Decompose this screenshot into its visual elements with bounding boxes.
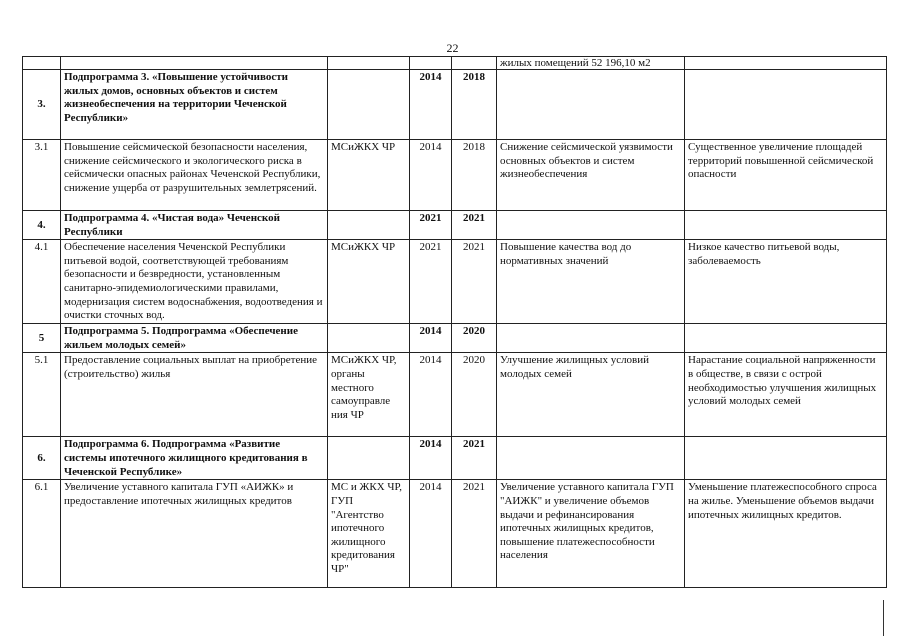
table-row-3-1 [23,140,887,211]
cell-title [61,57,328,70]
cell-end-year: 2018 [452,70,497,140]
cell-end-year: 2020 [452,353,497,437]
cell-executor [328,324,410,353]
cell-title: Подпрограмма 4. «Чистая вода» Чеченской Республики [61,211,328,240]
cell-start-year: 2021 [410,211,452,240]
cell-consequence: Уменьшение платежеспособного спроса на жилье. Уменьшение объемов выдачи ипотечных жилищных кредитов. [685,480,887,588]
cell-result: Улучшение жилищных условий молодых семей [497,353,685,437]
cell-start-year: 2014 [410,70,452,140]
cell-num: 3. [23,70,61,140]
cell-result: Снижение сейсмической уязвимости основных объектов и систем жизнеобеспечения [497,140,685,211]
cell-start-year: 2014 [410,324,452,353]
cell-start-year: 2014 [410,353,452,437]
cell-result [497,437,685,480]
cell-consequence [685,57,887,70]
cell-executor: МСиЖКХ ЧР, органы местного самоуправле ния ЧР [328,353,410,437]
cell-num: 6. [23,437,61,480]
cell-num: 3.1 [23,140,61,211]
cell-title: Предоставление социальных выплат на приобретение (строительство) жилья [61,353,328,437]
cell-end-year: 2021 [452,211,497,240]
cell-consequence [685,437,887,480]
table-row-subprogram-5 [23,324,887,353]
cell-title: Подпрограмма 5. Подпрограмма «Обеспечение жильем молодых семей» [61,324,328,353]
cell-result [497,211,685,240]
cell-executor: МС и ЖКХ ЧР, ГУП "Агентство ипотечного жилищного кредитования ЧР" [328,480,410,588]
cell-title: Обеспечение населения Чеченской Республики питьевой водой, соответствующей требованиям безопасности и безвредности, установленным санитарно-эпидемиологическими правилами, модернизация систем водоснабжения, водоотведения и очистки сточных вод. [61,240,328,324]
cell-consequence [685,70,887,140]
cell-executor: МСиЖКХ ЧР [328,140,410,211]
table-row-subprogram-4 [23,211,887,240]
cell-result: Повышение качества вод до нормативных значений [497,240,685,324]
cell-consequence: Нарастание социальной напряженности в обществе, в связи с острой необходимостью улучшения жилищных условий молодых семей [685,353,887,437]
cell-result-fragment: жилых помещений 52 196,10 м2 [497,57,685,70]
cell-end-year: 2021 [452,240,497,324]
cell-executor [328,57,410,70]
cell-num: 4.1 [23,240,61,324]
cell-executor [328,437,410,480]
table-row-5-1 [23,353,887,437]
table-row-continuation [23,57,887,70]
cell-start-year: 2014 [410,140,452,211]
cell-num: 6.1 [23,480,61,588]
cell-title: Повышение сейсмической безопасности населения, снижение сейсмического и экологического риска в сейсмически опасных районах Чеченской Республики, снижение ущерба от разрушительных землетрясений. [61,140,328,211]
cell-executor [328,211,410,240]
cell-end-year: 2021 [452,480,497,588]
table-row-subprogram-3 [23,70,887,140]
cell-end [452,57,497,70]
cell-end-year: 2018 [452,140,497,211]
cell-title: Подпрограмма 3. «Повышение устойчивости жилых домов, основных объектов и систем жизнеобеспечения на территории Чеченской Республики» [61,70,328,140]
cell-title: Увеличение уставного капитала ГУП «АИЖК» и предоставление ипотечных жилищных кредитов [61,480,328,588]
cell-start-year: 2021 [410,240,452,324]
cell-consequence [685,211,887,240]
cell-start-year: 2014 [410,437,452,480]
table-row-subprogram-6 [23,437,887,480]
cell-num: 5.1 [23,353,61,437]
cell-executor [328,70,410,140]
cell-end-year: 2021 [452,437,497,480]
cell-start-year: 2014 [410,480,452,588]
cell-title: Подпрограмма 6. Подпрограмма «Развитие системы ипотечного жилищного кредитования в Чеченской Республике» [61,437,328,480]
program-table [22,56,887,588]
table-row-4-1 [23,240,887,324]
cell-result: Увеличение уставного капитала ГУП "АИЖК" и увеличение объемов выдачи и рефинансирования ипотечных жилищных кредитов, повышение платежеспособности населения [497,480,685,588]
page-number: 22 [446,41,459,55]
cell-start [410,57,452,70]
scan-edge-mark [883,600,884,636]
cell-num: 5 [23,324,61,353]
cell-num: 4. [23,211,61,240]
cell-consequence [685,324,887,353]
cell-result [497,70,685,140]
cell-result [497,324,685,353]
cell-executor: МСиЖКХ ЧР [328,240,410,324]
table-row-6-1 [23,480,887,588]
cell-consequence: Низкое качество питьевой воды, заболеваемость [685,240,887,324]
cell-end-year: 2020 [452,324,497,353]
cell-num [23,57,61,70]
cell-consequence: Существенное увеличение площадей территорий повышенной сейсмической опасности [685,140,887,211]
